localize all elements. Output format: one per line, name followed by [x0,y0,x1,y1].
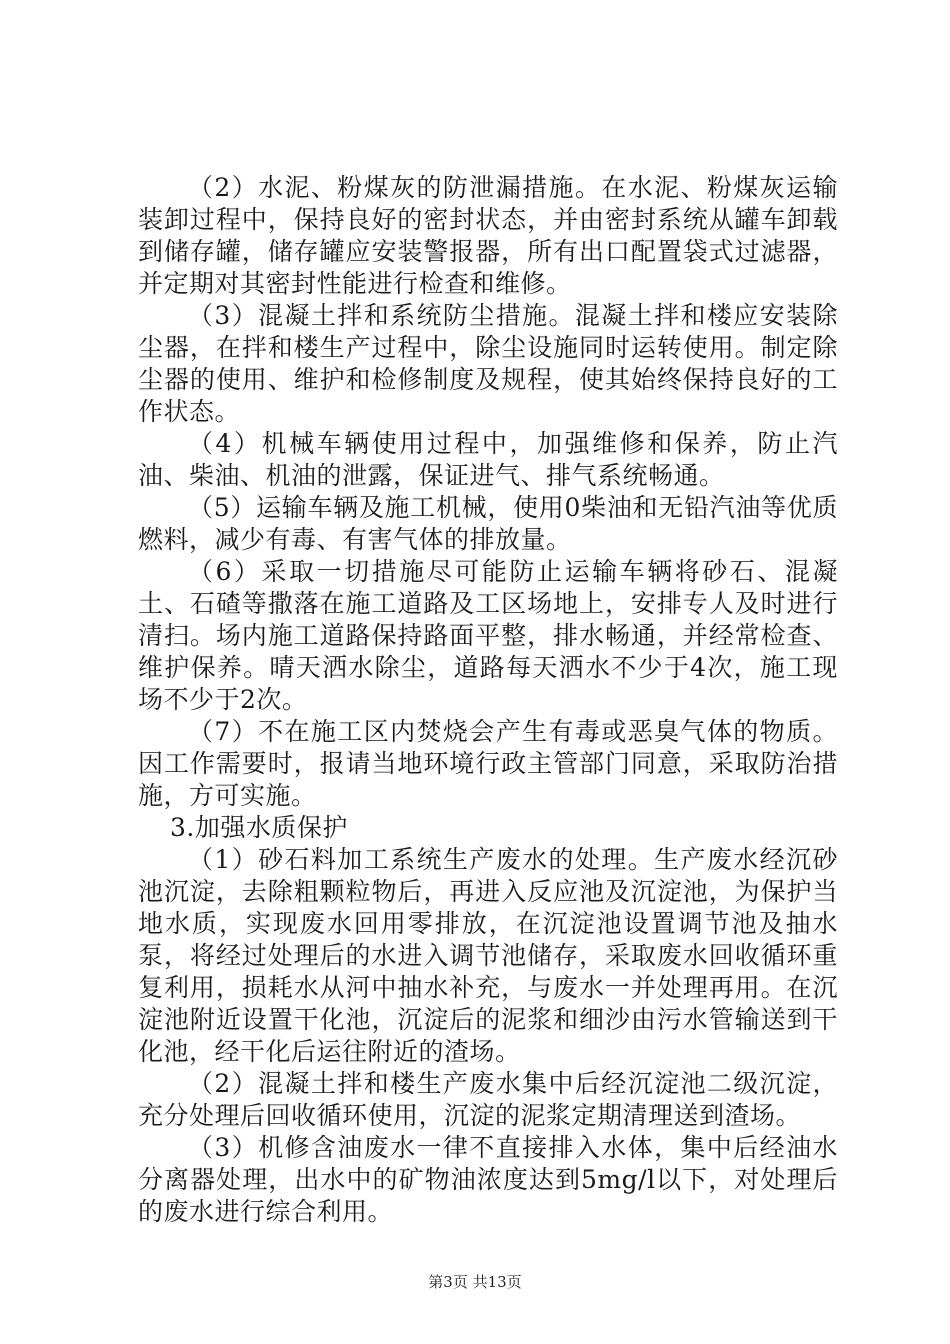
section-heading-water: 3.加强水质保护 [170,813,348,842]
page-footer: 第3页 共13页 [428,1273,522,1291]
paragraph-concrete-wastewater: （2）混凝土拌和楼生产废水集中后经沉淀池二级沉淀，充分处理后回收循环使用，沉淀的泥浆定期清理送到渣场。 [138,1069,838,1130]
paragraph-no-burning: （7）不在施工区内焚烧会产生有毒或恶臭气体的物质。因工作需要时，报请当地环境行政主管部门同意，采取防治措施，方可实施。 [138,717,838,810]
paragraph-fuel-quality: （5）运输车辆及施工机械，使用0柴油和无铅汽油等优质燃料，减少有毒、有害气体的排放量。 [138,493,838,554]
paragraph-cement-flyash-leak: （2）水泥、粉煤灰的防泄漏措施。在水泥、粉煤灰运输装卸过程中，保持良好的密封状态，并由密封系统从罐车卸载到储存罐，储存罐应安装警报器，所有出口配置袋式过滤器，并定期对其密封性能进行检查和维修。 [138,173,838,298]
document-body [138,172,838,1228]
paragraph-road-cleaning: （6）采取一切措施尽可能防止运输车辆将砂石、混凝土、石碴等撒落在施工道路及工区场地上，安排专人及时进行清扫。场内施工道路保持路面平整，排水畅通，并经常检查、维护保养。晴天洒水除尘，道路每天洒水不少于4次，施工现场不少于2次。 [138,557,838,714]
paragraph-gravel-wastewater: （1）砂石料加工系统生产废水的处理。生产废水经沉砂池沉淀，去除粗颗粒物后，再进入反应池及沉淀池，为保护当地水质，实现废水回用零排放，在沉淀池设置调节池及抽水泵，将经过处理后的水进入调节池储存，采取废水回收循环重复利用，损耗水从河中抽水补充，与废水一并处理再用。在沉淀池附近设置干化池，沉淀后的泥浆和细沙由污水管输送到干化池，经干化后运往附近的渣场。 [138,845,838,1066]
paragraph-oily-wastewater: （3）机修含油废水一律不直接排入水体，集中后经油水分离器处理，出水中的矿物油浓度达到5mg/l以下，对处理后的废水进行综合利用。 [138,1133,838,1226]
paragraph-vehicle-maintenance: （4）机械车辆使用过程中，加强维修和保养，防止汽油、柴油、机油的泄露，保证进气、排气系统畅通。 [138,429,838,490]
paragraph-concrete-dust: （3）混凝土拌和系统防尘措施。混凝土拌和楼应安装除尘器，在拌和楼生产过程中，除尘设施同时运转使用。制定除尘器的使用、维护和检修制度及规程，使其始终保持良好的工作状态。 [138,301,838,426]
